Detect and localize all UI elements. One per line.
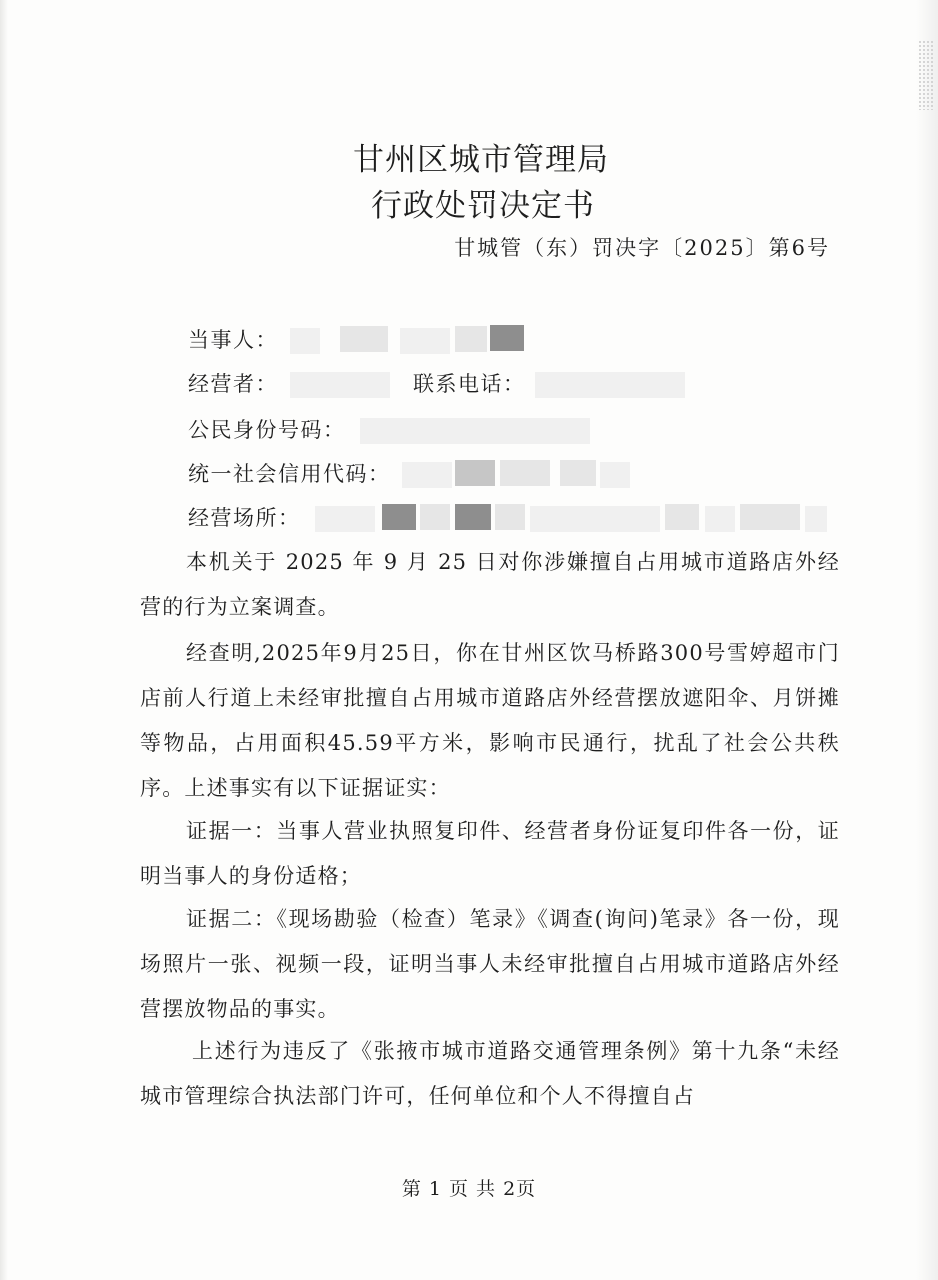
- redaction-block: [665, 504, 699, 530]
- redaction-block: [315, 506, 375, 532]
- redaction-block: [290, 328, 320, 354]
- redaction-block: [560, 460, 596, 486]
- credit-code-label: 统一社会信用代码：: [188, 462, 391, 486]
- paragraph-evidence-two: 证据二：《现场勘验（检查）笔录》《调查(询问)笔录》各一份，现场照片一张、视频一段，证明当事人未经审批擅自占用城市道路店外经营摆放物品的事实。: [140, 907, 840, 1021]
- page-edge-shadow: [0, 0, 8, 1280]
- redaction-block: [705, 506, 735, 532]
- redaction-block: [490, 325, 524, 351]
- scan-artifact: [918, 40, 934, 110]
- redaction-block: [500, 460, 550, 486]
- phone-label: 联系电话：: [413, 372, 526, 396]
- redaction-block: [340, 326, 388, 352]
- redaction-block: [290, 372, 390, 398]
- redaction-block: [400, 328, 450, 354]
- redaction-block: [495, 504, 525, 530]
- issuer-title: 甘州区城市管理局: [353, 142, 609, 178]
- party-label: 当事人：: [188, 328, 278, 352]
- redaction-block: [600, 462, 630, 488]
- paragraph-evidence-one: 证据一：当事人营业执照复印件、经营者身份证复印件各一份，证明当事人的身份适格；: [140, 819, 840, 888]
- redaction-block: [360, 418, 590, 444]
- redaction-block: [420, 504, 450, 530]
- redaction-block: [455, 326, 487, 352]
- id-number-label: 公民身份号码：: [188, 418, 346, 442]
- redaction-block: [530, 506, 660, 532]
- redaction-block: [455, 504, 491, 530]
- document-number: 甘城管（东）罚决字〔2025〕第6号: [454, 236, 830, 260]
- redaction-block: [740, 504, 800, 530]
- page-footer: 第 1 页 共 2页: [401, 1178, 537, 1200]
- redaction-block: [805, 506, 827, 532]
- document-title: 行政处罚决定书: [371, 188, 595, 224]
- redaction-block: [455, 460, 495, 486]
- redaction-block: [535, 372, 685, 398]
- paragraph-case-filing: 本机关于 2025 年 9 月 25 日对你涉嫌擅自占用城市道路店外经营的行为立案调查。: [140, 550, 840, 619]
- paragraph-findings: 经查明,2025年9月25日，你在甘州区饮马桥路300号雪婷超市门店前人行道上未经审批擅自占用城市道路店外经营摆放遮阳伞、月饼摊等物品，占用面积45.59平方米，影响市民通行，扰乱了社会公共秩序。上述事实有以下证据证实：: [140, 641, 840, 800]
- operator-label: 经营者：: [188, 372, 278, 396]
- redaction-block: [382, 504, 416, 530]
- paragraph-violation: 上述行为违反了《张掖市城市道路交通管理条例》第十九条“未经城市管理综合执法部门许可，任何单位和个人不得擅自占: [140, 1039, 840, 1108]
- redaction-block: [402, 462, 452, 488]
- location-label: 经营场所：: [188, 506, 301, 530]
